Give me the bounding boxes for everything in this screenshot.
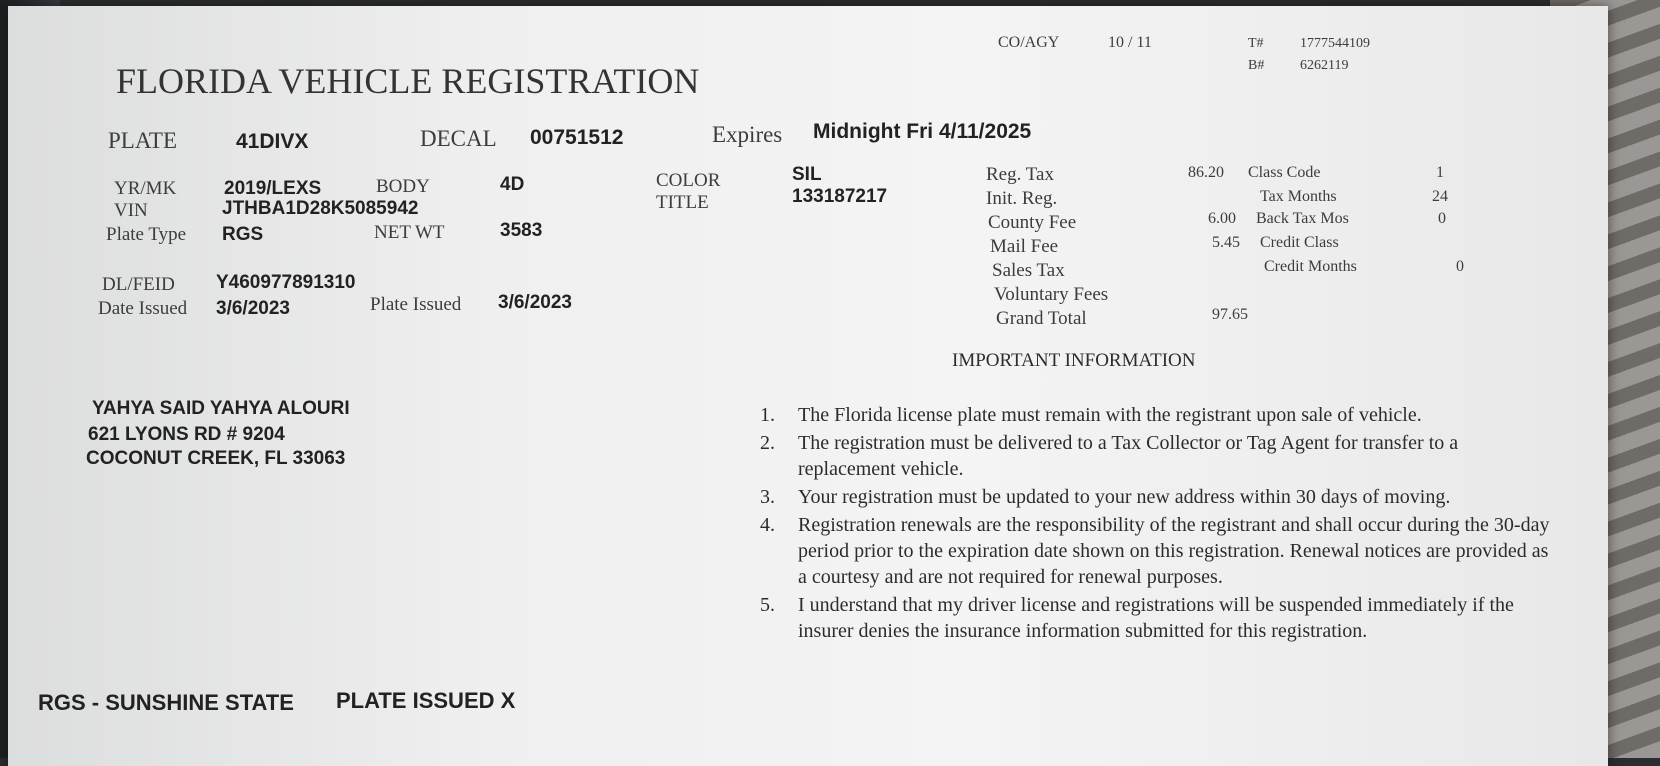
plate-type-value: RGS [222, 224, 264, 245]
plate-value: 41DIVX [236, 130, 309, 153]
plate-issued-value: 3/6/2023 [498, 292, 572, 313]
expires-label: Expires [712, 122, 783, 147]
code-value-back-tax-mos: 0 [1438, 210, 1446, 227]
code-label-credit-months: Credit Months [1264, 258, 1357, 275]
fee-value-mail-fee: 5.45 [1212, 234, 1240, 251]
code-value-credit-months: 0 [1456, 258, 1464, 275]
co-agy-value: 10 / 11 [1108, 34, 1152, 51]
important-item [760, 484, 1560, 510]
body-value: 4D [500, 174, 525, 195]
item-text: I understand that my driver license and registrations will be suspended immediately if the insurer denies the insurance information submitted for this registration. [798, 594, 1514, 642]
code-label-tax-months: Tax Months [1260, 188, 1337, 205]
fee-label-init-reg: Init. Reg. [986, 188, 1058, 209]
yrmk-value: 2019/LEXS [224, 178, 322, 199]
plate-issued-label: Plate Issued [370, 294, 462, 315]
code-label-credit-class: Credit Class [1260, 234, 1339, 251]
item-number: 2. [760, 432, 775, 454]
fee-value-grand-total: 97.65 [1212, 306, 1248, 323]
color-label: COLOR [656, 170, 721, 191]
b-number-label: B# [1248, 58, 1265, 73]
fee-label-mail-fee: Mail Fee [990, 236, 1059, 257]
important-heading: IMPORTANT INFORMATION [952, 350, 1196, 371]
item-number: 4. [760, 514, 775, 536]
important-item [760, 592, 1560, 644]
item-text: Your registration must be updated to your new address within 30 days of moving. [798, 486, 1451, 508]
fee-value-reg-tax: 86.20 [1188, 164, 1224, 181]
b-number-value: 6262119 [1300, 58, 1349, 73]
important-item [760, 402, 1560, 428]
owner-address-line2: COCONUT CREEK, FL 33063 [86, 448, 346, 469]
code-label-back-tax-mos: Back Tax Mos [1256, 210, 1349, 227]
document-title: FLORIDA VEHICLE REGISTRATION [116, 61, 700, 101]
item-number: 1. [760, 404, 775, 426]
net-wt-label: NET WT [374, 222, 445, 243]
code-label-class-code: Class Code [1248, 164, 1321, 181]
fee-value-county-fee: 6.00 [1208, 210, 1236, 227]
body-label: BODY [376, 176, 430, 197]
item-number: 5. [760, 594, 775, 616]
dl-feid-label: DL/FEID [102, 274, 175, 295]
net-wt-value: 3583 [500, 220, 543, 241]
vin-value: JTHBA1D28K5085942 [222, 198, 419, 219]
decal-value: 00751512 [530, 126, 624, 149]
important-item [760, 512, 1560, 590]
item-text: Registration renewals are the responsibility of the registrant and shall occur during the 30-day period prior to the expiration date shown on this registration. Renewal notices are provided as a courtesy and are not required for renewal purposes. [798, 514, 1550, 588]
color-value: SIL [792, 164, 822, 185]
dl-feid-value: Y460977891310 [216, 272, 356, 293]
decal-label: DECAL [420, 126, 497, 151]
footer-plate-description: RGS - SUNSHINE STATE [38, 690, 294, 715]
code-value-tax-months: 24 [1432, 188, 1448, 205]
owner-name: YAHYA SAID YAHYA ALOURI [92, 398, 350, 419]
title-value: 133187217 [792, 186, 888, 207]
fee-label-reg-tax: Reg. Tax [986, 164, 1054, 185]
code-value-class-code: 1 [1436, 164, 1444, 181]
yrmk-label: YR/MK [114, 178, 177, 199]
important-list [760, 402, 1560, 646]
item-number: 3. [760, 486, 775, 508]
expires-value: Midnight Fri 4/11/2025 [813, 120, 1032, 143]
footer-plate-issued: PLATE ISSUED X [336, 688, 516, 713]
vin-label: VIN [114, 200, 148, 221]
important-item [760, 430, 1560, 482]
title-label: TITLE [656, 192, 709, 213]
co-agy-label: CO/AGY [998, 34, 1060, 51]
fee-label-grand-total: Grand Total [996, 308, 1087, 329]
registration-document [8, 6, 1608, 766]
date-issued-value: 3/6/2023 [216, 298, 290, 319]
plate-label: PLATE [108, 128, 177, 153]
fee-label-voluntary-fees: Voluntary Fees [994, 284, 1109, 305]
owner-address-line1: 621 LYONS RD # 9204 [88, 424, 285, 445]
date-issued-label: Date Issued [98, 298, 188, 319]
t-number-value: 1777544109 [1300, 36, 1370, 51]
item-text: The Florida license plate must remain with the registrant upon sale of vehicle. [798, 404, 1422, 426]
item-text: The registration must be delivered to a Tax Collector or Tag Agent for transfer to a replacement vehicle. [798, 432, 1459, 480]
fee-label-sales-tax: Sales Tax [992, 260, 1065, 281]
plate-type-label: Plate Type [106, 224, 187, 245]
fee-label-county-fee: County Fee [988, 212, 1077, 233]
t-number-label: T# [1248, 36, 1264, 51]
